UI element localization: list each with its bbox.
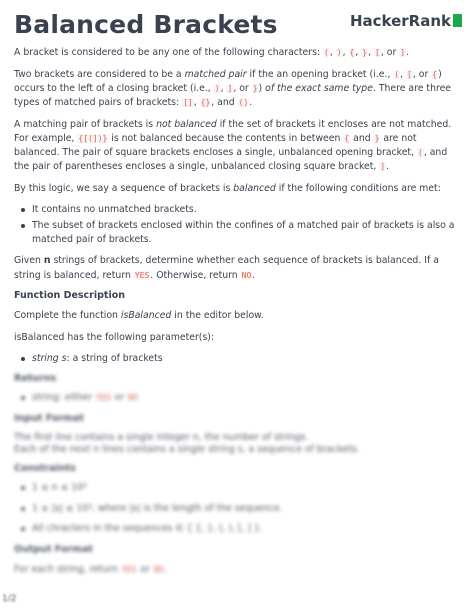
code-token: } (252, 83, 258, 93)
code-token: ] (400, 48, 406, 57)
blurred-section (14, 373, 460, 577)
list-item: 1 ≤ n ≤ 10³ (14, 481, 460, 495)
code-token: ( (418, 148, 423, 158)
problem-statement (14, 46, 460, 584)
hackerrank-logo (350, 12, 462, 30)
returns-list (14, 391, 460, 405)
code-token: { (344, 134, 350, 144)
parameters-list (14, 352, 460, 366)
list-item: All chracters in the sequences ∈ { {, }, (, ), [, ] }. (14, 522, 460, 536)
code-token: [ (375, 48, 380, 57)
conditions-list (14, 203, 460, 247)
code-token: } (362, 48, 368, 57)
code-token: [ (407, 69, 412, 79)
code-token: NO (153, 564, 164, 574)
paragraph-bracket-definition: A bracket is considered to be any one of the following characters: (, ), {, }, [, or ]. (14, 47, 410, 58)
code-token: [] (183, 98, 193, 108)
page-number: 1/2 (2, 594, 17, 604)
code-token: YES (121, 564, 137, 574)
section-heading-function-description: Function Description (14, 290, 126, 302)
paragraph-balanced-conditions: By this logic, we say a sequence of brackets is balanced if the following conditions are met: (14, 183, 441, 195)
list-item: string: either YES or NO (14, 391, 460, 405)
code-token: NO (241, 270, 252, 280)
list-item: 1 ≤ |s| ≤ 10³, where |s| is the length of the sequence. (14, 502, 460, 516)
code-token: ) (214, 83, 220, 93)
section-heading-output-format: Output Format (14, 543, 93, 555)
code-token: { (349, 48, 355, 57)
page-title: Balanced Brackets (14, 10, 278, 39)
list-item: The subset of brackets enclosed within the confines of a matched pair of brackets is also a matched pair of brackets. (14, 219, 460, 246)
list-item: string s: a string of brackets (14, 352, 460, 366)
paragraph-input-format: The first line contains a single integer n, the number of strings. Each of the next n lines contains a single string s, a sequence of brackets. (14, 431, 360, 455)
code-token: {} (200, 98, 211, 108)
logo-mark-icon (453, 14, 462, 27)
paragraph-function-intro: Complete the function isBalanced in the editor below. (14, 310, 264, 322)
code-token: ( (324, 48, 329, 57)
section-heading-constraints: Constraints (14, 463, 76, 475)
section-heading-input-format: Input Format (14, 412, 84, 424)
code-token: ( (394, 69, 400, 79)
code-token: ) (336, 48, 342, 57)
code-token: {[(])} (78, 134, 108, 144)
paragraph-not-balanced: A matching pair of brackets is not balanced if the set of brackets it encloses are not matched. For example, {[(])} is not balanced because the contents in between { and } are not balanced. The pair of square brackets encloses a single, unbalanced opening bracket, (, and the pair of parentheses encloses a single, unbalanced closing square bracket, ]. (14, 118, 452, 173)
code-token: YES (96, 393, 111, 403)
code-token: ] (380, 162, 386, 172)
paragraph-task: Given n strings of brackets, determine whether each sequence of brackets is balanced. If a string is balanced, return YES. Otherwise, return NO. (14, 255, 439, 281)
code-token: } (374, 134, 380, 144)
code-token: { (432, 69, 438, 79)
constraints-list (14, 481, 460, 536)
section-heading-returns: Returns (14, 373, 57, 385)
code-token: NO (128, 393, 138, 403)
code-token: ] (227, 83, 233, 93)
paragraph-matched-pair: Two brackets are considered to be a matched pair if the an opening bracket (i.e., (, [, or {) occurs to the left of a closing bracket (i.e., ), ], or }) of the exact same type. There are three types of matched pairs of brackets: [], {}, and (). (14, 68, 452, 109)
list-item: It contains no unmatched brackets. (14, 203, 460, 217)
paragraph-output-format: For each string, return YES or NO. (14, 563, 168, 575)
page-header (14, 10, 462, 42)
code-token: YES (134, 270, 150, 280)
code-token: () (238, 98, 249, 108)
paragraph-parameters: isBalanced has the following parameter(s): (14, 331, 215, 343)
brand-name: HackerRank (349, 12, 451, 30)
